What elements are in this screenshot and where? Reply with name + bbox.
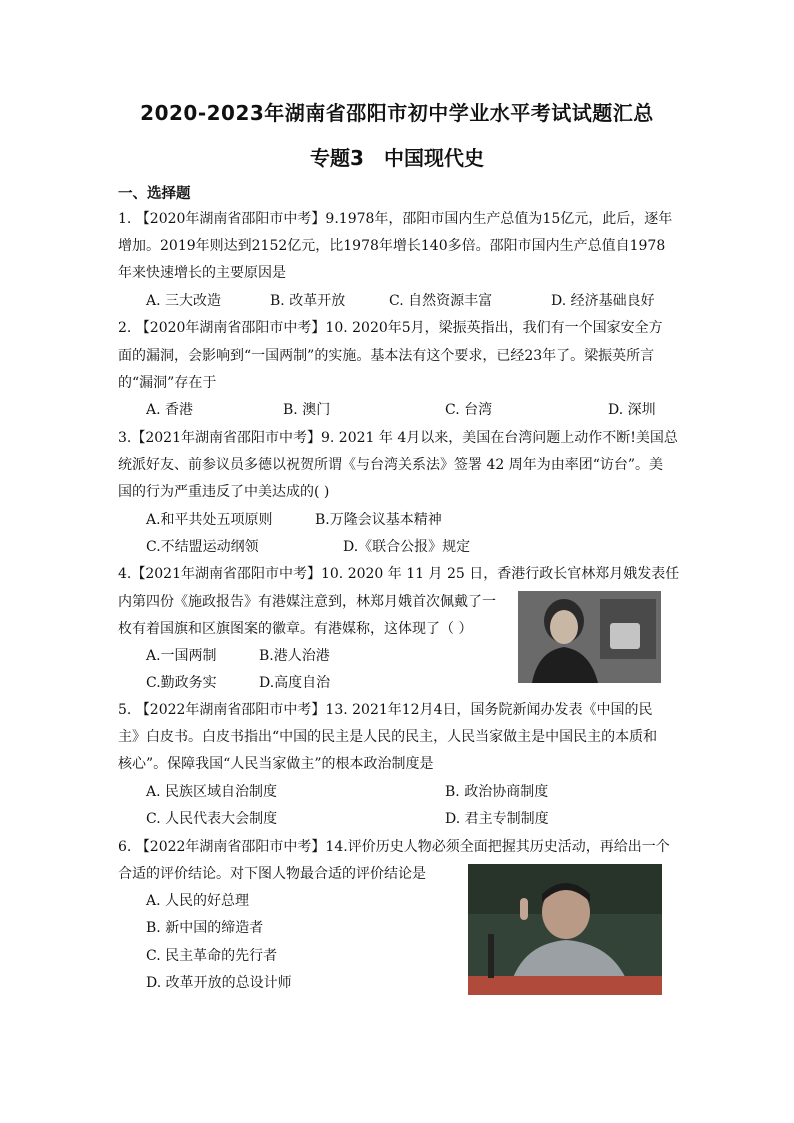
q4-option-b: B.港人治港 [259,648,330,664]
q2-option-d: D. 深圳 [608,402,656,418]
q4-option-d: D.高度自治 [259,675,331,691]
q2-option-c: C. 台湾 [445,402,493,418]
q1-option-b: B. 改革开放 [270,293,346,309]
q6-option-d: D. 改革开放的总设计师 [146,975,292,991]
q6-line-2: 合适的评价结论。对下图人物最合适的评价结论是 [118,866,426,882]
q4-photo-illustration [518,591,661,683]
q6-option-c: C. 民主革命的先行者 [146,948,278,964]
q3-line-1: 3.【2021年湖南省邵阳市中考】9. 2021 年 4月以来，美国在台湾问题上动作不断!美国总 [118,430,678,446]
q5-option-b: B. 政治协商制度 [445,784,549,800]
page-subtitle: 专题3 中国现代史 [310,146,484,170]
q1-line-3: 年来快速增长的主要原因是 [118,265,286,281]
q1-option-a: A. 三大改造 [146,293,222,309]
q3-line-3: 国的行为严重违反了中美达成的( ) [118,484,330,500]
q5-option-a: A. 民族区域自治制度 [146,784,278,800]
q4-option-c: C.勤政务实 [146,675,217,691]
q5-line-1: 5. 【2022年湖南省邵阳市中考】13. 2021年12月4日，国务院新闻办发表《中国的民 [118,702,653,718]
q4-line-2: 内第四份《施政报告》有港媒注意到，林郑月娥首次佩戴了一 [118,594,496,610]
q5-option-d: D. 君主专制制度 [445,811,549,827]
q1-line-1: 1. 【2020年湖南省邵阳市中考】9.1978年，邵阳市国内生产总值为15亿元，此后，逐年 [118,211,673,227]
q3-option-d: D.《联合公报》规定 [343,539,471,555]
q4-line-3: 枚有着国旗和区旗图案的徽章。有港媒称，这体现了（ ） [118,621,473,637]
q1-line-2: 增加。2019年则达到2152亿元，比1978年增长140多倍。邵阳市国内生产总值自1978 [118,238,666,254]
q6-photo-illustration [468,864,662,995]
page-title: 2020-2023年湖南省邵阳市初中学业水平考试试题汇总 [140,101,654,125]
q3-option-a: A.和平共处五项原则 [146,512,273,528]
q3-option-b: B.万隆会议基本精神 [315,512,442,528]
q2-line-1: 2. 【2020年湖南省邵阳市中考】10. 2020年5月，梁振英指出，我们有一个国家安全方 [118,320,663,336]
q2-option-b: B. 澳门 [283,402,331,418]
q4-option-a: A.一国两制 [146,648,217,664]
q5-line-2: 主》白皮书。白皮书指出“中国的民主是人民的民主，人民当家做主是中国民主的本质和 [118,729,658,745]
q1-option-c: C. 自然资源丰富 [389,293,493,309]
q4-photo [518,591,661,683]
q3-line-2: 统派好友、前参议员多德以祝贺所谓《与台湾关系法》签署 42 周年为由率团“访台”。美 [118,457,664,473]
q5-option-c: C. 人民代表大会制度 [146,811,278,827]
q2-line-2: 面的漏洞，会影响到“一国两制”的实施。基本法有这个要求，已经23年了。梁振英所言 [118,348,655,364]
q1-option-d: D. 经济基础良好 [551,293,655,309]
q6-photo [468,864,662,995]
q4-line-1: 4.【2021年湖南省邵阳市中考】10. 2020 年 11 月 25 日，香港行政长官林郑月娥发表任 [118,566,680,582]
q6-line-1: 6. 【2022年湖南省邵阳市中考】14.评价历史人物必须全面把握其历史活动，再给出一个 [118,839,670,855]
q6-option-a: A. 人民的好总理 [146,893,250,909]
q2-option-a: A. 香港 [146,402,194,418]
q5-line-3: 核心”。保障我国“人民当家做主”的根本政治制度是 [118,756,434,772]
q6-option-b: B. 新中国的缔造者 [146,920,264,936]
q3-option-c: C.不结盟运动纲领 [146,539,259,555]
q2-line-3: 的“漏洞”存在于 [118,375,217,391]
section-heading: 一、选择题 [118,186,191,202]
